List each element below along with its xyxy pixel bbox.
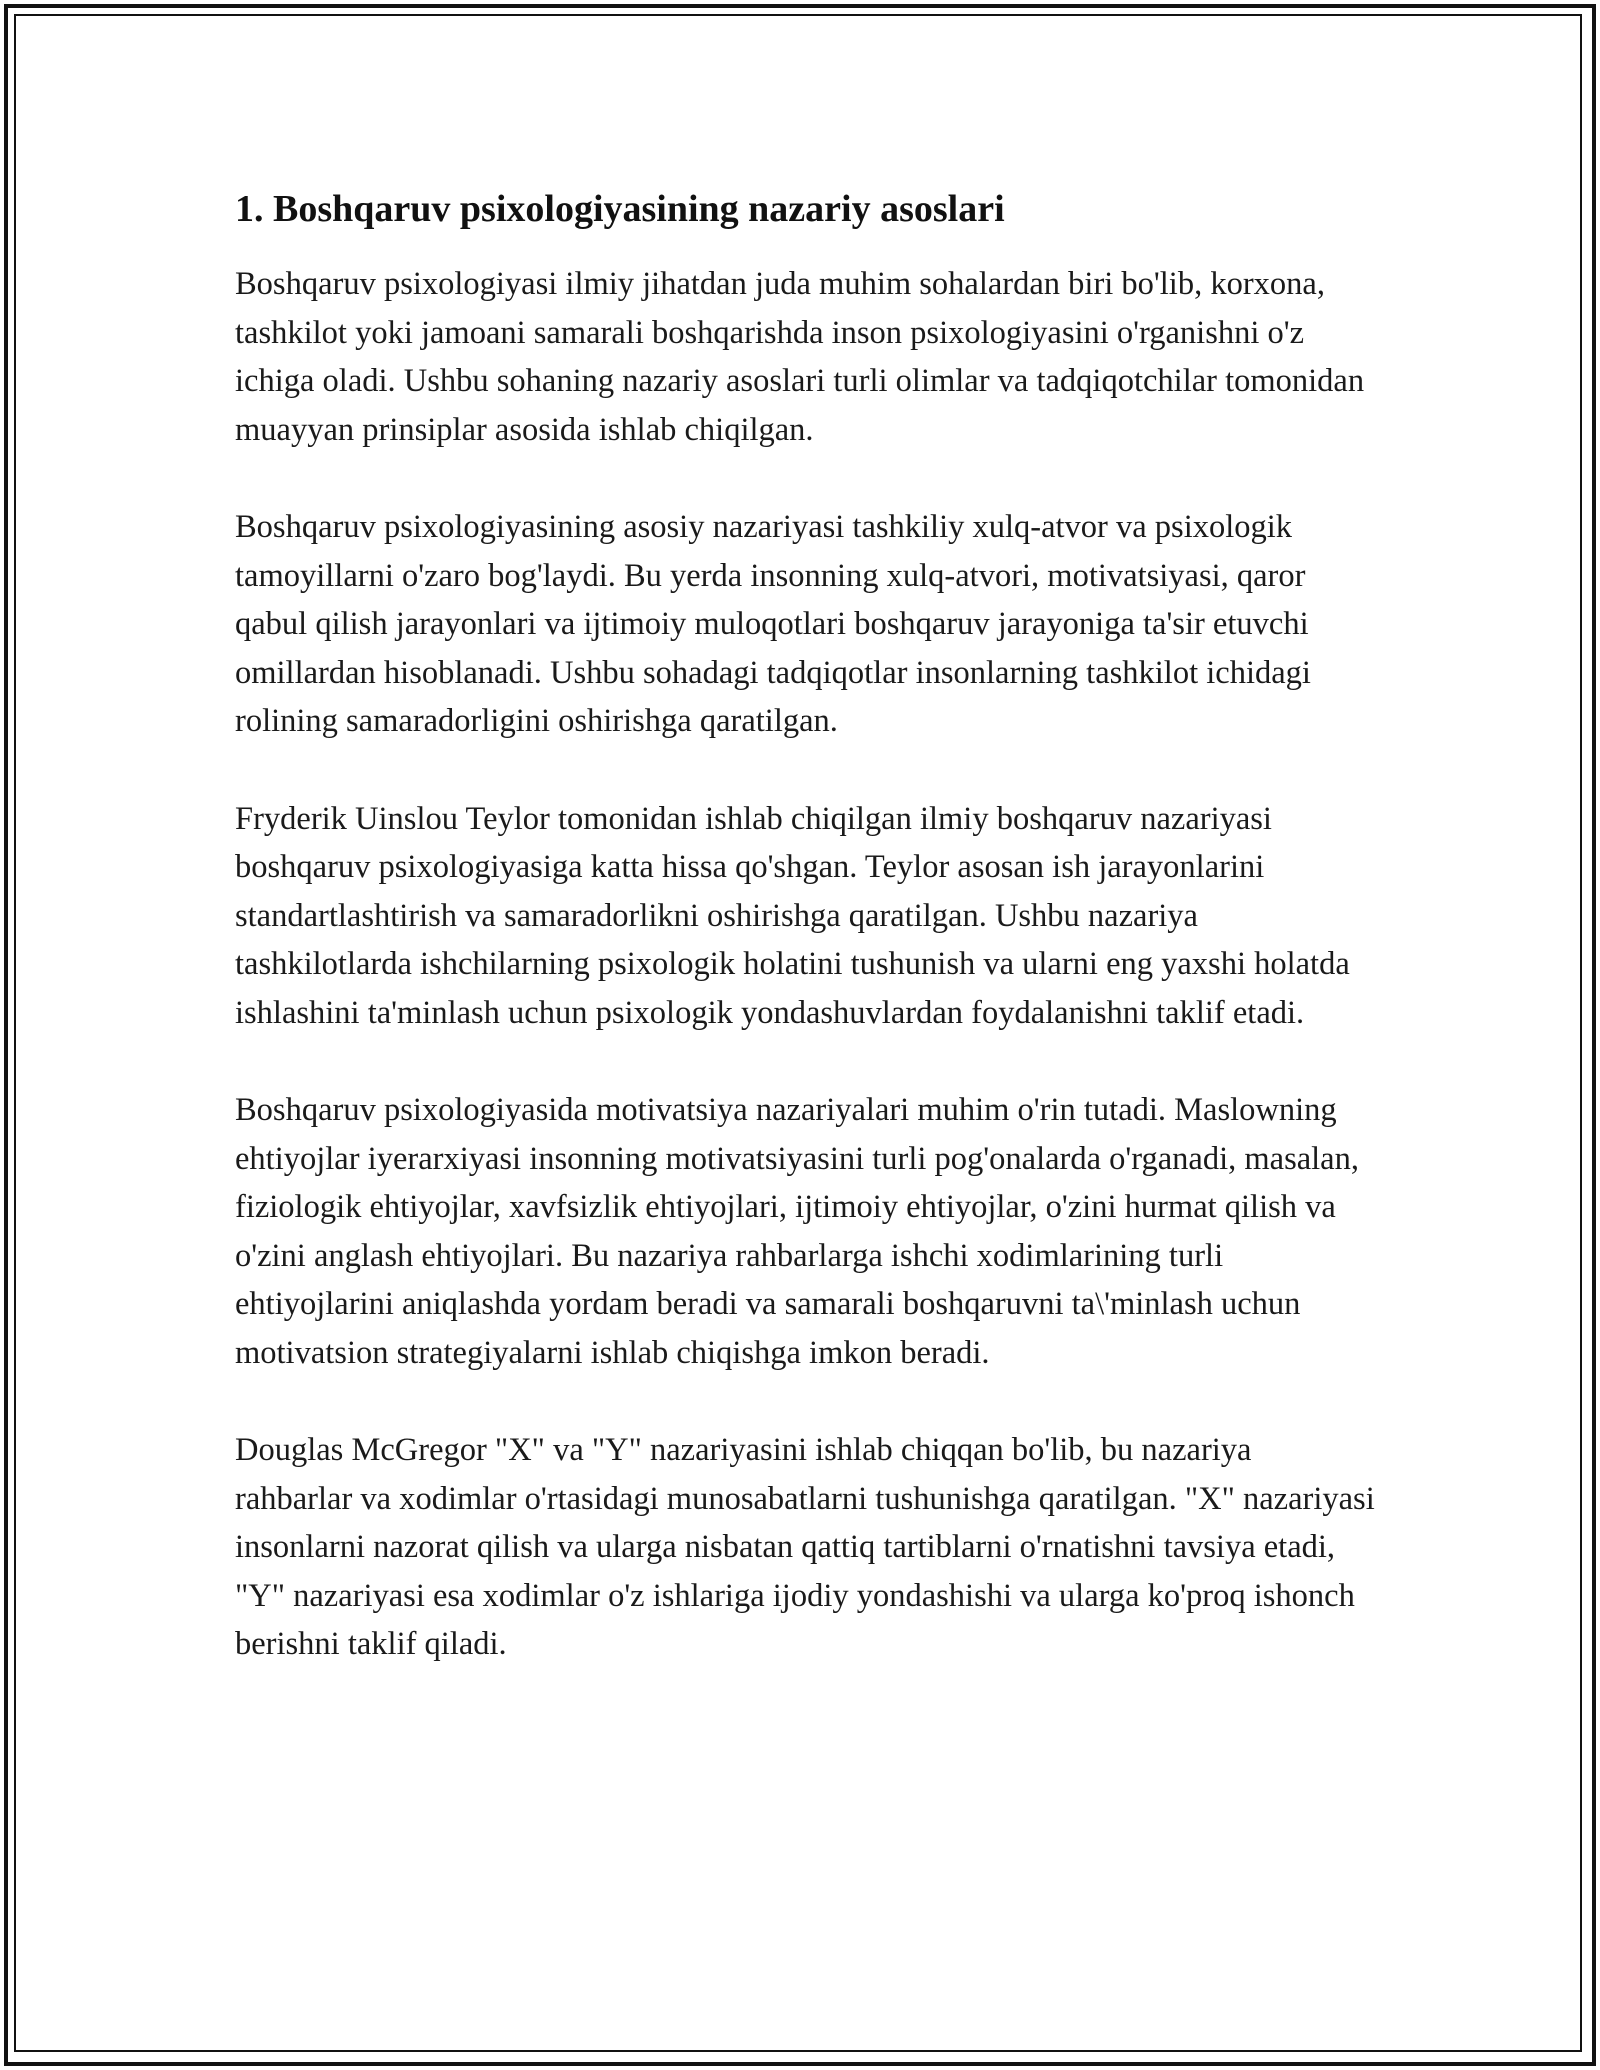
document-body <box>235 186 1375 1718</box>
section-heading: 1. Boshqaruv psixologiyasining nazariy asoslari <box>235 188 1005 230</box>
paragraph-taylor: Fryderik Uinslou Teylor tomonidan ishlab chiqilgan ilmiy boshqaruv nazariyasi boshqaruv psixologiyasiga katta hissa qo'shgan. Teylor asosan ish jarayonlarini standartlashtirish va samaradorlikni oshirishga qaratilgan. Ushbu nazariya tashkilotlarda ishchilarning psixologik holatini tushunish va ularni eng yaxshi holatda ishlashini ta'minlash uchun psixologik yondashuvlardan foydalanishni taklif etadi. <box>235 800 1350 1031</box>
paragraph-mcgregor: Douglas McGregor "X" va "Y" nazariyasini ishlab chiqqan bo'lib, bu nazariya rahbarlar va xodimlar o'rtasidagi munosabatlarni tushunishga qaratilgan. "X" nazariyasi insonlarni nazorat qilish va ularga nisbatan qattiq tartiblarni o'rnatishni tavsiya etadi, "Y" nazariyasi esa xodimlar o'z ishlariga ijodiy yondashishi va ularga ko'proq ishonch berishni taklif qiladi. <box>235 1432 1375 1662</box>
paragraph-maslow: Boshqaruv psixologiyasida motivatsiya nazariyalari muhim o'rin tutadi. Maslowning ehtiyojlar iyerarxiyasi insonning motivatsiyasini turli pog'onalarda o'rganadi, masalan, fiziologik ehtiyojlar, xavfsizlik ehtiyojlari, ijtimoiy ehtiyojlar, o'zini hurmat qilish va o'zini anglash ehtiyojlari. Bu nazariya rahbarlarga ishchi xodimlarining turli ehtiyojlarini aniqlashda yordam beradi va samarali boshqaruvni ta\'minlash uchun motivatsion strategiyalarni ishlab chiqishga imkon beradi. <box>235 1092 1359 1371</box>
paragraph-main-theory: Boshqaruv psixologiyasining asosiy nazariyasi tashkiliy xulq-atvor va psixologik tamoyillarni o'zaro bog'laydi. Bu yerda insonning xulq-atvori, motivatsiyasi, qaror qabul qilish jarayonlari va ijtimoiy muloqotlari boshqaruv jarayoniga ta'sir etuvchi omillardan hisoblanadi. Ushbu sohadagi tadqiqotlar insonlarning tashkilot ichidagi rolining samaradorligini oshirishga qaratilgan. <box>235 509 1311 739</box>
paragraph-intro: Boshqaruv psixologiyasi ilmiy jihatdan juda muhim sohalardan biri bo'lib, korxona, tashkilot yoki jamoani samarali boshqarishda inson psixologiyasini o'rganishni o'z ichiga oladi. Ushbu sohaning nazariy asoslari turli olimlar va tadqiqotchilar tomonidan muayyan prinsiplar asosida ishlab chiqilgan. <box>235 266 1365 448</box>
